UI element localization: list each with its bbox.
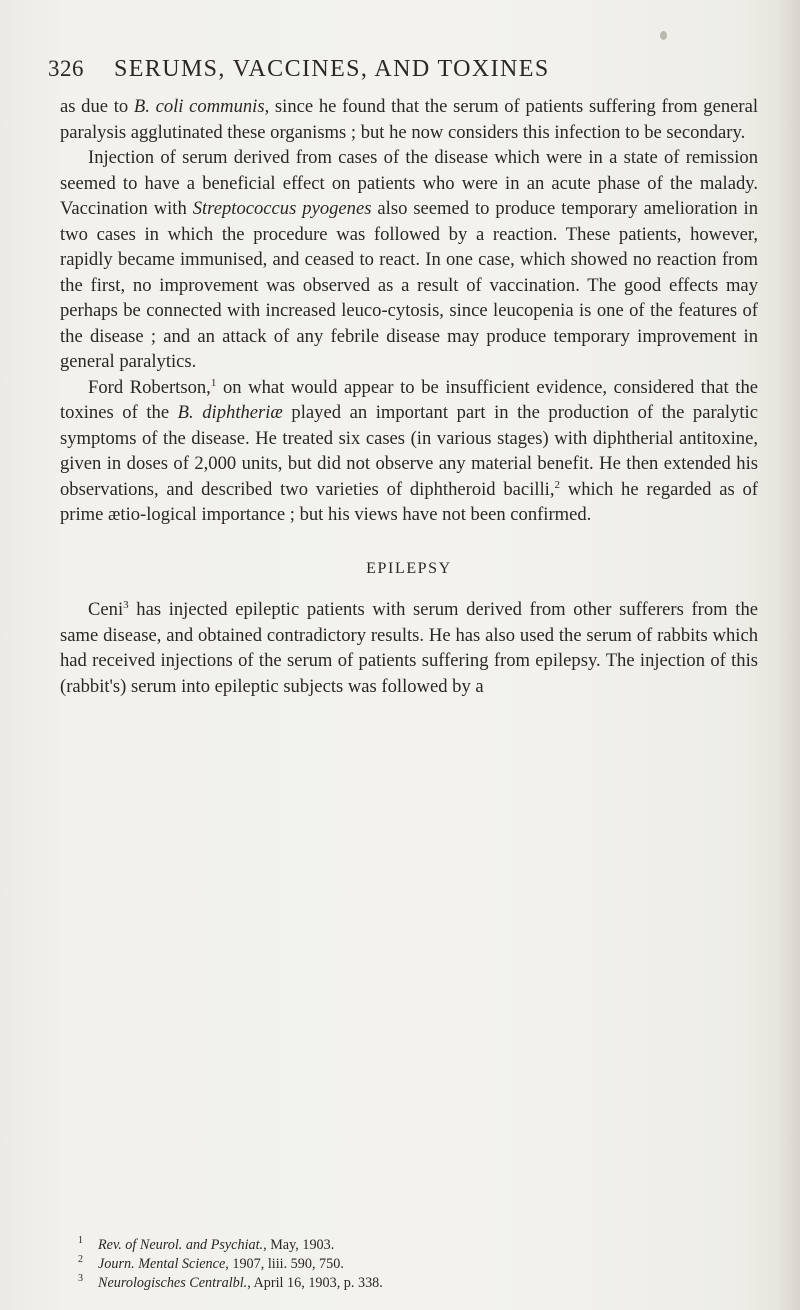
footnote-1: 1 Rev. of Neurol. and Psychiat., May, 1903. [78, 1235, 335, 1253]
footnote-3-source: Neurologisches Centralbl. [98, 1275, 248, 1291]
page-edge-shadow [778, 0, 800, 1310]
footnote-3: 3 Neurologisches Centralbl., April 16, 1903, p. 338. [78, 1273, 383, 1291]
footnote-2: 2 Journ. Mental Science, 1907, liii. 590, 750. [78, 1254, 344, 1272]
paragraph-4-text-a: Ceni [88, 599, 124, 620]
paragraph-3-text-d: played an important part in the production of the paralytic symptoms of the disease. He treated six cases (in various stages) with diphtherial antitoxine, given in doses of 2,000 units, but did not observe any material benefit. He then extended his observations, and described two varieties of diphtheroid bacilli, [60, 402, 758, 500]
footnote-1-source: Rev. of Neurol. and Psychiat. [98, 1237, 264, 1253]
footnote-ref-1: 1 [210, 376, 217, 389]
paragraph-3 [60, 375, 758, 528]
paragraph-3-species: B. diphtheriæ [177, 402, 283, 423]
paragraph-1 [60, 94, 758, 145]
paragraph-2-species: Streptococcus pyogenes [192, 198, 372, 219]
paragraph-3-text-a: Ford Robertson, [88, 376, 211, 398]
body-text [60, 94, 758, 699]
ink-spot [660, 31, 667, 40]
section-heading: EPILEPSY [366, 559, 452, 577]
footnote-ref-2: 2 [554, 478, 561, 491]
footnote-3-detail: , April 16, 1903, p. 338. [247, 1275, 383, 1291]
paragraph-3-text-e: which he regarded as of prime ætio-logical importance ; but his views have not been confirmed. [60, 478, 759, 525]
page-number: 326 [48, 56, 84, 81]
running-title: SERUMS, VACCINES, AND TOXINES [114, 56, 550, 82]
paragraph-2-text-c: also seemed to produce temporary amelioration in two cases in which the procedure was followed by a reaction. These patients, however, rapidly became immunised, and ceased to react. In one case, which showed no reaction from the first, no improvement was observed as a result of vaccination. The good effects may perhaps be connected with increased leuco-cytosis, since leucopenia is one of the features of the disease ; and an attack of any febrile disease may produce temporary improvement in general paralytics. [60, 198, 758, 372]
footnote-2-source: Journ. Mental Science [98, 1256, 226, 1272]
footnote-ref-3: 3 [123, 598, 129, 611]
footnotes [78, 1236, 758, 1293]
paragraph-1-species: B. coli communis [133, 96, 265, 117]
paragraph-2 [60, 145, 758, 375]
footnote-1-detail: , May, 1903. [263, 1237, 335, 1253]
paragraph-4-text-b: has injected epileptic patients with serum derived from other sufferers from the same disease, and obtained contradictory results. He has also used the serum of rabbits which had received injections of the serum of patients suffering from epilepsy. The injection of this (rabbit's) serum into epileptic subjects was followed by a [60, 599, 758, 697]
paragraph-2-text-a: Injection of serum derived from cases of the disease which were in a state of remission seemed to have a beneficial effect on patients who were in an acute phase of the malady. Vaccination with [60, 147, 758, 219]
page-header [48, 56, 768, 83]
paragraph-3-text-b: on what would appear to be insufficient evidence, considered that the toxines of the [60, 376, 759, 423]
footnote-2-detail: , 1907, liii. 590, 750. [225, 1256, 344, 1272]
paragraph-1-text-c: , since he found that the serum of patients suffering from general paralysis agglutinated these organisms ; but he now considers this infection to be secondary. [60, 96, 758, 143]
paragraph-4 [60, 597, 758, 699]
paragraph-1-text-a: as due to [60, 96, 134, 117]
